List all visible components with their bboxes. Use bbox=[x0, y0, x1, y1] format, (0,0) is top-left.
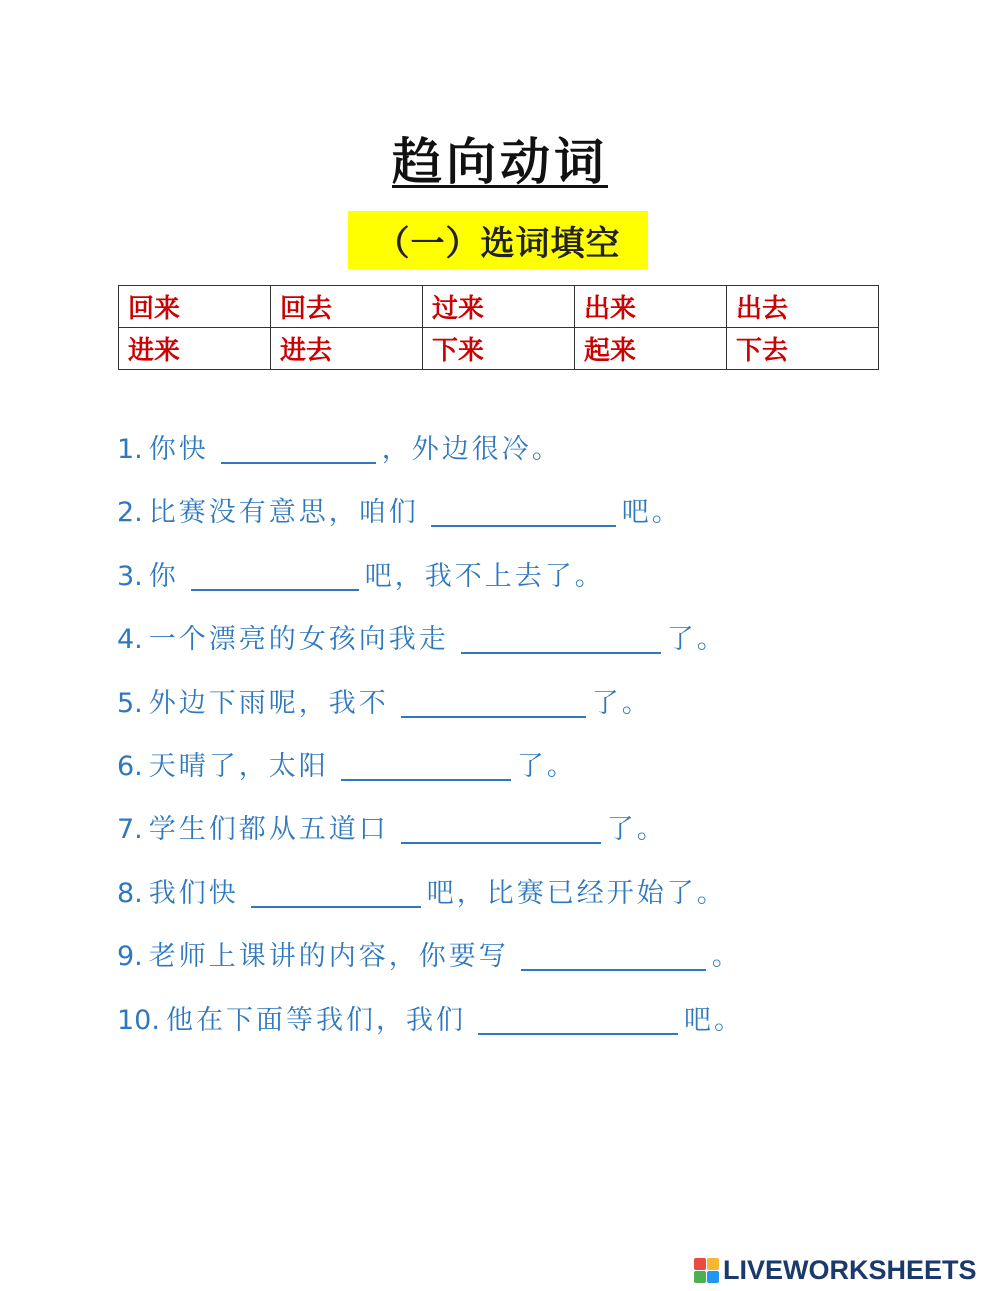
question-number: 6. bbox=[117, 750, 143, 782]
question-text-before: 外边下雨呢，我不 bbox=[148, 687, 389, 719]
word-bank-cell: 起来 bbox=[575, 328, 727, 370]
question-item bbox=[117, 997, 977, 1060]
question-text-before: 一个漂亮的女孩向我走 bbox=[148, 624, 449, 656]
word-bank-cell: 过来 bbox=[423, 286, 575, 328]
question-text-before: 天晴了，太阳 bbox=[148, 750, 329, 782]
question-text-after: 吧。 bbox=[683, 1004, 744, 1036]
answer-blank[interactable] bbox=[431, 525, 616, 527]
question-text-after: ，外边很冷。 bbox=[381, 434, 562, 465]
question-text-after: 了。 bbox=[606, 814, 667, 846]
question-number: 7. bbox=[117, 814, 143, 846]
word-bank-cell: 进去 bbox=[271, 328, 423, 370]
question-number: 1. bbox=[117, 434, 143, 465]
question-text-before: 你快 bbox=[148, 434, 209, 465]
question-text-before: 我们快 bbox=[148, 877, 239, 909]
question-item bbox=[117, 680, 977, 743]
question-number: 3. bbox=[117, 560, 143, 592]
question-item bbox=[117, 743, 977, 806]
answer-blank[interactable] bbox=[401, 716, 586, 718]
answer-blank[interactable] bbox=[478, 1033, 678, 1035]
word-bank-cell: 回去 bbox=[271, 286, 423, 328]
question-text-after: 吧，我不上去了。 bbox=[364, 560, 605, 592]
question-item bbox=[117, 806, 977, 869]
word-bank-cell: 下来 bbox=[423, 328, 575, 370]
answer-blank[interactable] bbox=[221, 462, 376, 464]
question-number: 5. bbox=[117, 687, 143, 719]
worksheet-title: 趋向动词 bbox=[392, 132, 608, 191]
question-text-after: 吧。 bbox=[621, 497, 682, 529]
question-item bbox=[117, 616, 977, 679]
question-text-before: 比赛没有意思，咱们 bbox=[148, 497, 419, 529]
word-bank-cell: 出来 bbox=[575, 286, 727, 328]
question-item bbox=[117, 489, 977, 552]
section-heading: （一）选词填空 bbox=[348, 211, 648, 269]
question-number: 10. bbox=[117, 1004, 160, 1036]
answer-blank[interactable] bbox=[191, 589, 359, 591]
word-bank-row bbox=[119, 328, 879, 370]
question-item bbox=[117, 553, 977, 616]
answer-blank[interactable] bbox=[521, 969, 706, 971]
question-item bbox=[117, 870, 977, 933]
question-number: 9. bbox=[117, 941, 143, 973]
word-bank-cell: 进来 bbox=[119, 328, 271, 370]
question-text-after: 吧，比赛已经开始了。 bbox=[426, 877, 727, 909]
question-text-after: 了。 bbox=[666, 624, 727, 656]
word-bank-row bbox=[119, 286, 879, 328]
question-text-after: 了。 bbox=[516, 750, 577, 782]
answer-blank[interactable] bbox=[461, 652, 661, 654]
liveworksheets-wordmark: LIVEWORKSHEETS bbox=[723, 1254, 977, 1285]
question-number: 4. bbox=[117, 624, 143, 656]
question-number: 2. bbox=[117, 497, 143, 529]
question-text-before: 学生们都从五道口 bbox=[148, 814, 389, 846]
word-bank-cell: 下去 bbox=[727, 328, 879, 370]
word-bank-cell: 出去 bbox=[727, 286, 879, 328]
answer-blank[interactable] bbox=[341, 779, 511, 781]
question-list bbox=[117, 426, 977, 1060]
question-text-before: 他在下面等我们，我们 bbox=[165, 1004, 466, 1036]
question-item bbox=[117, 426, 977, 489]
liveworksheets-icon bbox=[694, 1258, 719, 1283]
question-text-after: 了。 bbox=[591, 687, 652, 719]
answer-blank[interactable] bbox=[401, 842, 601, 844]
answer-blank[interactable] bbox=[251, 906, 421, 908]
question-text-before: 老师上课讲的内容，你要写 bbox=[148, 941, 509, 973]
question-text-before: 你 bbox=[148, 560, 179, 592]
liveworksheets-logo bbox=[694, 1255, 977, 1285]
question-text-after: 。 bbox=[711, 941, 742, 973]
question-item bbox=[117, 933, 977, 996]
word-bank-cell: 回来 bbox=[119, 286, 271, 328]
question-number: 8. bbox=[117, 877, 143, 909]
word-bank-table bbox=[118, 285, 879, 370]
